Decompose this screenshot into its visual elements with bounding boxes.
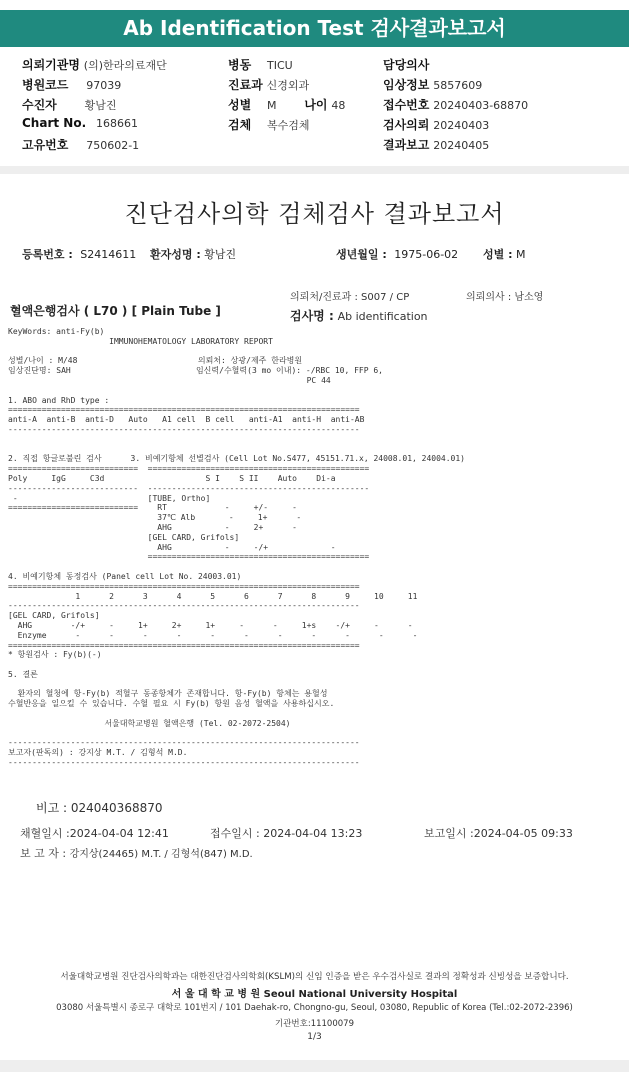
bigo-row [36, 799, 163, 816]
header-value: (의)한라의료재단 [83, 59, 167, 72]
header-key: 고유번호 [22, 138, 69, 152]
collect-time: 채혈일시 :2024-04-04 12:41 [20, 827, 169, 840]
report-line: IMMUNOHEMATOLOGY LABORATORY REPORT [8, 336, 273, 346]
header-value: 750602-1 [86, 139, 140, 152]
header-key: 접수번호 [383, 98, 430, 112]
report-line [8, 386, 465, 396]
report-line [8, 435, 465, 445]
reporter-value: 강지상(24465) M.T. / 김형석(847) M.D. [69, 849, 253, 860]
dob-value: 1975-06-02 [394, 248, 459, 261]
header-key: 병동 [228, 58, 252, 72]
report-line: [GEL CARD, Grifols] [8, 611, 100, 621]
header-key: 검체 [228, 118, 252, 132]
report-line: * 항원검사 : Fy(b)(-) [8, 650, 102, 660]
header-key: 성별 [228, 98, 252, 112]
reg-value: S2414611 [80, 248, 137, 261]
report-line: 2. 직접 항글로불린 검사 3. 비예기항체 선별검사 (Cell Lot No.S477, 45151.71.x, 24008.01, 24004.01) [8, 454, 465, 464]
hospital-address: 03080 서울특별시 종로구 대학로 101번지 / 101 Daehak-ro, Chongno-gu, Seoul, 03080, Republic of Korea (Tel.:02-2072-2396) [56, 1003, 573, 1013]
header-col2 [228, 56, 345, 136]
report-line [8, 660, 465, 670]
header-key: 결과보고 [383, 138, 430, 152]
header-key: 담당의사 [383, 58, 430, 72]
bloodbank-title: 혈액은행검사 ( L70 ) [ Plain Tube ] [10, 304, 221, 318]
header-value: 168661 [95, 117, 138, 130]
sex-group [483, 246, 525, 262]
report-line: PC 44 [8, 375, 331, 385]
report-line: ------------------------------------------------------------------------- [8, 738, 360, 748]
report-line: 수혈반응을 일으킬 수 있습니다. 수혈 필요 시 Fy(b) 항원 음성 혈액을 사용하십시오. [8, 699, 335, 709]
report-line: Enzyme - - - - - - - - - - - [8, 630, 418, 640]
report-line: AHG - -/+ - [8, 542, 336, 552]
report-line: --------------------------- ---------------------------------------------- [8, 483, 370, 493]
report-time: 보고일시 :2024-04-05 09:33 [424, 827, 573, 840]
institution-number: 기관번호:11100079 [275, 1019, 354, 1029]
bigo-value: 024040368870 [70, 801, 163, 815]
patient-value: 황남진 [204, 248, 237, 261]
header-value: 황남진 [84, 99, 117, 112]
report-line: ------------------------------------------------------------------------- [8, 601, 360, 611]
report-line [8, 680, 465, 690]
report-line: - [TUBE, Ortho] [8, 493, 211, 503]
report-title: 진단검사의학 검체검사 결과보고서 [124, 200, 505, 228]
report-line [8, 347, 465, 357]
report-line: 1 2 3 4 5 6 7 8 9 10 11 [8, 591, 418, 601]
sex-label: 성별 : [483, 248, 513, 261]
report-line: =========================== RT - +/- - [8, 503, 297, 513]
report-line: [GEL CARD, Grifols] [8, 532, 240, 542]
reporter-row [20, 845, 253, 861]
header-key: 임상정보 [383, 78, 430, 92]
header-key: 의뢰기관명 [22, 58, 80, 72]
report-line: ========================================================================= [8, 405, 360, 415]
header-value: 20240405 [433, 139, 490, 152]
section-separator [0, 166, 629, 174]
report-line: 임상진단명: SAH 임신력/수혈력(3 mo 이내): -/RBC 10, FFP 6, [8, 366, 383, 376]
bottom-band [0, 1060, 629, 1072]
report-line: ========================================================================= [8, 640, 360, 650]
sex-value: M [515, 248, 526, 261]
report-line: Poly IgG C3d S I S II Auto Di-a [8, 473, 336, 483]
reg-label: 등록번호 : [22, 248, 73, 261]
report-line: ------------------------------------------------------------------------- [8, 424, 360, 434]
bigo-label: 비고 : [36, 801, 68, 815]
header-value: 5857609 [433, 79, 483, 92]
report-line: 37℃ Alb - 1+ - [8, 513, 302, 523]
exam-name-label: 검사명 : [290, 309, 334, 323]
patient-label: 환자성명 : [150, 248, 201, 261]
header-value: TICU [267, 59, 293, 72]
report-line: 4. 비예기항체 동정검사 (Panel cell Lot No. 24003.01) [8, 571, 242, 581]
report-line: AHG - 2+ - [8, 522, 297, 532]
lab-report-body [8, 327, 465, 768]
report-line: 성별/나이 : M/48 의뢰처: 상광/제주 한라병원 [8, 356, 303, 366]
reporter-label: 보 고 자 : [20, 847, 67, 860]
report-line: KeyWords: anti-Fy(b) [8, 327, 105, 336]
header-value: 20240403-68870 [433, 99, 529, 112]
report-line: ========================================================================= [8, 581, 360, 591]
report-line [8, 729, 465, 739]
header-value: M [267, 99, 277, 112]
header-col3 [383, 56, 528, 156]
report-line: 서울대학교병원 혈액은행 (Tel. 02-2072-2504) [8, 718, 291, 728]
header-key: 진료과 [228, 78, 263, 92]
patient-name-group [150, 246, 236, 262]
receive-time: 접수일시 : 2024-04-04 13:23 [210, 827, 363, 840]
page-number: 1/3 [307, 1032, 322, 1042]
report-line: 5. 결론 [8, 669, 38, 679]
exam-name-value: Ab identification [337, 310, 428, 323]
report-line: 1. ABO and RhD type : [8, 395, 110, 405]
report-line: anti-A anti-B anti-D Auto A1 cell B cell anti-A1 anti-H anti-AB [8, 415, 365, 425]
report-line [8, 709, 465, 719]
header-value: 복수검체 [267, 119, 310, 132]
age-value: 48 [331, 99, 346, 112]
dob-label: 생년월일 : [336, 248, 387, 261]
header-value: 신경외과 [266, 79, 310, 92]
header-value: 97039 [86, 79, 122, 92]
patient-info-row [22, 246, 136, 262]
report-line: =========================== ============================================== [8, 464, 370, 474]
header-key: 수진자 [22, 98, 57, 112]
exam-name [290, 307, 428, 324]
report-line [8, 445, 465, 455]
dept-label: 의뢰처/진료과 : S007 / CP [290, 292, 410, 303]
report-line: ============================================== [8, 552, 370, 562]
hospital-name: 서 울 대 학 교 병 원 Seoul National University Hospital [171, 989, 458, 1000]
report-line: 환자의 혈청에 항-Fy(b) 적혈구 동종항체가 존재합니다. 항-Fy(b) 항체는 용혈성 [8, 689, 328, 699]
report-banner: Ab Identification Test 검사결과보고서 [0, 10, 629, 47]
certification-text: 서울대학교병원 진단검사의학과는 대한진단검사의학회(KSLM)의 신임 인증을 받은 우수검사실로 결과의 정확성과 신빙성을 보증합니다. [60, 972, 569, 982]
report-line: AHG -/+ - 1+ 2+ 1+ - - 1+s -/+ - - [8, 620, 413, 630]
report-line [8, 562, 465, 572]
header-value: 20240403 [433, 119, 490, 132]
report-line: ------------------------------------------------------------------------- [8, 758, 360, 768]
header-key: Chart No. [22, 116, 87, 130]
doctor-label: 의뢰의사 : 남소영 [466, 292, 544, 303]
age-label: 나이 [304, 98, 328, 112]
dob-group [336, 246, 458, 262]
header-col1 [22, 56, 167, 156]
header-key: 검사의뢰 [383, 118, 430, 132]
report-line: 보고자(판독의) : 강지상 M.T. / 김형석 M.D. [8, 748, 188, 758]
header-key: 병원코드 [22, 78, 69, 92]
